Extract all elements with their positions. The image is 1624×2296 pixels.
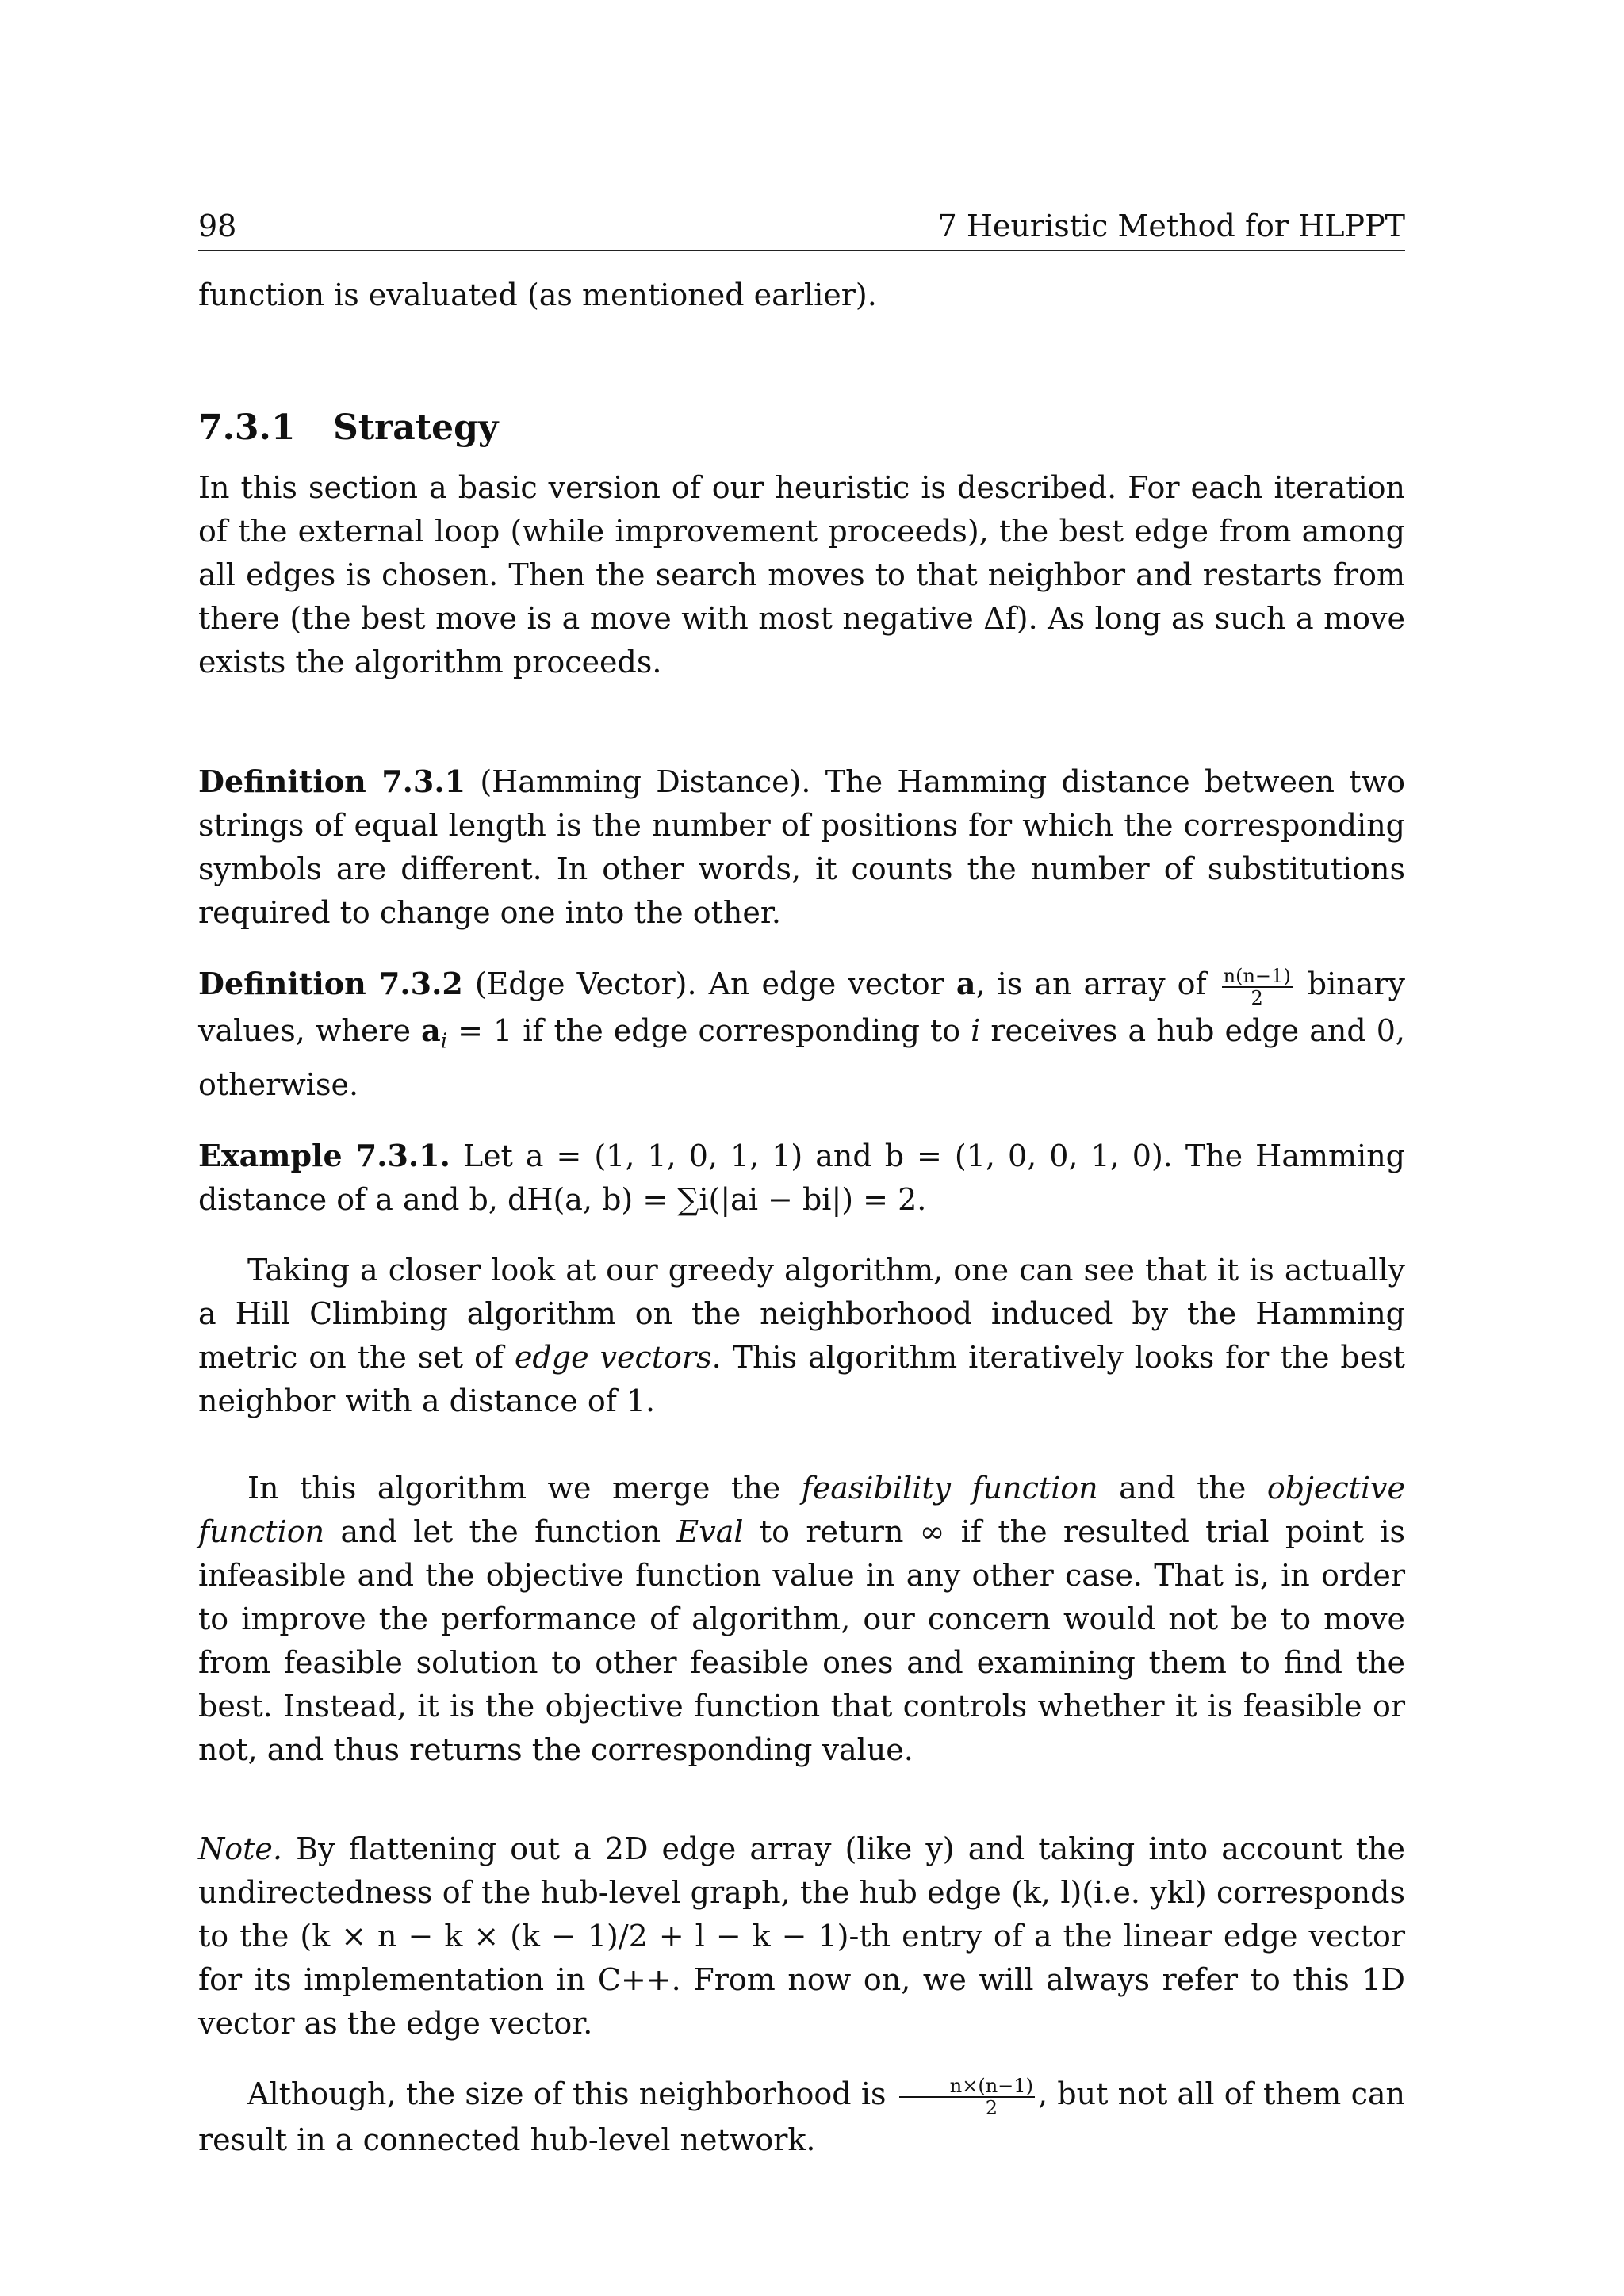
definition-text: The Hamming distance between two strings of equal length is the number of positions for which the corresponding symbols are different. In other words, it counts the number of substitutions required to change one into the other. [198,764,1405,930]
paragraph-text: . This algorithm iteratively looks for the best neighbor with a distance of 1. [198,1340,1405,1419]
section-title: Strategy [333,408,499,448]
section-heading [198,404,1405,452]
paragraph-strategy: In this section a basic version of our heuristic is described. For each iteration of the external loop (while improvement proceeds), the best edge from among all edges is chosen. Then the search moves to that neighbor and restarts from there (the best move is a move with most negative Δf). As long as such a move exists the algorithm proceeds. [198,470,1405,679]
paragraph-text: and let the function [340,1514,661,1550]
paragraph-eval [198,1467,1405,1772]
definition-hamming [198,760,1405,935]
chapter-title: 7 Heuristic Method for HLPPT [937,209,1405,243]
paragraph-text: In this algorithm we merge the [247,1471,781,1506]
note-paragraph [198,1827,1405,2045]
emphasis: Eval [676,1514,744,1550]
definition-label: Definition 7.3.2 [198,966,463,1001]
emphasis: feasibility function [801,1471,1098,1506]
definition-text: receives a hub edge and 0, otherwise. [198,1012,1405,1103]
paragraph-text: and the [1119,1471,1247,1506]
definition-name: (Edge Vector). [474,966,697,1001]
paragraph-text: Taking a closer look at our greedy algorithm, one can see that it is actually a Hill Climbing algorithm on the neighborhood induced by the Hamming metric on the set of [198,1253,1405,1376]
paragraph-text: Although, the size of this neighborhood is [247,2076,887,2112]
emphasis: objective function [198,1471,1405,1550]
lead-paragraph: function is evaluated (as mentioned earlier). [198,277,877,312]
example-hamming [198,1134,1405,1222]
definition-text: = 1 if the edge corresponding to [458,1012,961,1048]
vector-symbol: a [421,1012,441,1048]
definition-name: (Hamming Distance). [480,764,811,799]
running-head [198,202,1405,251]
variable: i [971,1012,981,1048]
fraction-numerator: n×(n−1) [899,2076,1035,2098]
fraction [899,2076,1035,2118]
fraction-denominator: 2 [985,2096,998,2119]
paragraph-text: , but not all of them can result in a connected hub-level network. [198,2076,1405,2157]
example-text: Let a = (1, 1, 0, 1, 1) and b = (1, 0, 0, 1, 0). The Hamming distance of a and b, dH(a, b) = ∑i(|ai − bi|) = 2. [198,1138,1405,1218]
note-label: Note. [198,1831,282,1867]
page-number: 98 [198,209,237,243]
vector-symbol: a [956,966,976,1001]
paragraph-text: to return ∞ if the resulted trial point is infeasible and the objective function value in any other case. That is, in order to improve the performance of algorithm, our concern would not be to move from feasible solution to other feasible ones and examining them to find the best. Instead, it is the objective function that controls whether it is feasible or not, and thus returns the corresponding value. [198,1514,1405,1768]
definition-text: binary values, where [198,966,1405,1048]
emphasis: edge vectors [514,1340,712,1376]
paragraph-neighborhood-size [198,2072,1405,2162]
example-label: Example 7.3.1. [198,1138,450,1174]
definition-text: An edge vector [708,966,944,1001]
paragraph-hill-climbing [198,1249,1405,1423]
definition-label: Definition 7.3.1 [198,763,466,799]
fraction [1222,966,1293,1008]
section-number: 7.3.1 [198,408,296,448]
note-text: By flattening out a 2D edge array (like y) and taking into account the undirectedness of the hub-level graph, the hub edge (k, l)(i.e. ykl) corresponds to the (k × n − k × (k − 1)/2 + l − k − 1)-th entry of a the linear edge vector for its implementation in C++. From now on, we will always refer to this 1D vector as the edge vector. [198,1831,1405,2042]
fraction-numerator: n(n−1) [1223,964,1291,987]
definition-text: , is an array of [975,966,1207,1001]
definition-edge-vector [198,962,1405,1107]
fraction-denominator: 2 [1251,986,1263,1009]
page [198,202,1405,2162]
subscript: i [440,1029,448,1054]
